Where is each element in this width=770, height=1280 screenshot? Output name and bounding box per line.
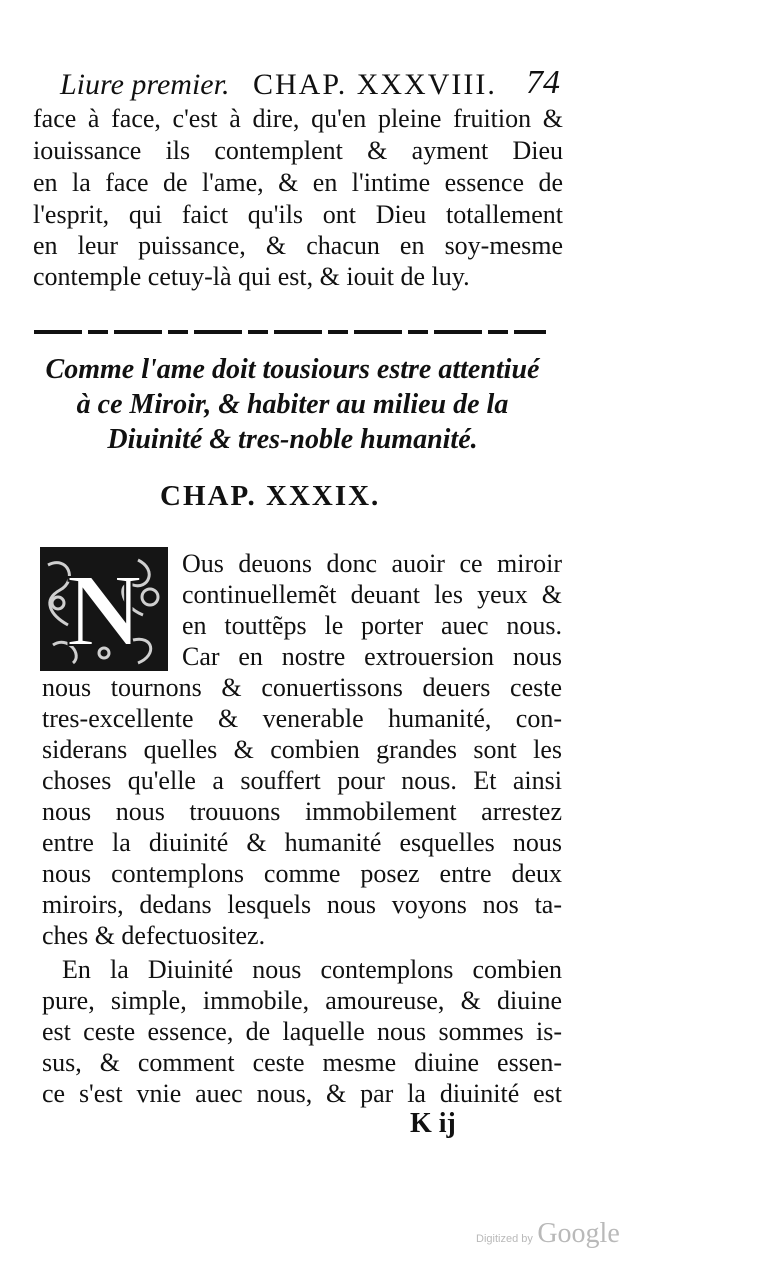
drop-cap-letter: N [66, 553, 142, 668]
body-text-line: nous nous trouuons immobilement arrestez [42, 797, 562, 826]
chapter-title-line: Diuinité & tres-noble humanité. [107, 424, 478, 455]
decorated-initial [38, 545, 170, 673]
body-text-line: pure, simple, immobile, amoureuse, & diuine [42, 986, 562, 1015]
preceding-text-line: en leur puissance, & chacun en soy-mesme [33, 231, 563, 260]
body-text-line: Car en nostre extrouersion nous [182, 642, 562, 671]
digitized-watermark [476, 1218, 636, 1258]
watermark-brand: Google [537, 1218, 620, 1249]
chapter-title-line: Comme l'ame doit tousiours estre attentiué [45, 354, 540, 385]
body-text-line: sus, & comment ceste mesme diuine essen- [42, 1048, 562, 1077]
body-text-line: tres-excellente & venerable humanité, con- [42, 704, 562, 733]
preceding-text-line: contemple cetuy-là qui est, & iouit de luy. [33, 262, 470, 291]
body-text-line: ce s'est vnie auec nous, & par la diuinité est [42, 1079, 562, 1108]
body-text-line: nous contemplons comme posez entre deux [42, 859, 562, 888]
body-text-line: siderans quelles & combien grandes sont les [42, 735, 562, 764]
body-text-line: miroirs, dedans lesquels nous voyons nos ta- [42, 890, 562, 919]
body-text-line: est ceste essence, de laquelle nous sommes is- [42, 1017, 562, 1046]
running-header [60, 64, 560, 108]
body-text-line: continuellemẽt deuant les yeux & [182, 580, 562, 609]
preceding-text-line: l'esprit, qui faict qu'ils ont Dieu totallement [33, 200, 563, 229]
body-text-line: Ous deuons donc auoir ce miroir [182, 549, 562, 578]
body-text-line: ches & defectuositez. [42, 921, 266, 950]
body-text-line: nous tournons & conuertissons deuers ceste [42, 673, 562, 702]
preceding-text-line: face à face, c'est à dire, qu'en pleine fruition & [33, 104, 563, 133]
chapter-title-line: à ce Miroir, & habiter au milieu de la [76, 389, 509, 420]
chapter-heading: CHAP. XXXIX. [160, 480, 381, 512]
preceding-text-line: en la face de l'ame, & en l'intime essence de [33, 168, 563, 197]
signature-mark: K ij [410, 1108, 456, 1139]
body-text-line: choses qu'elle a souffert pour nous. Et ainsi [42, 766, 562, 795]
preceding-text-line: iouissance ils contemplent & ayment Dieu [33, 136, 563, 165]
running-title: Liure premier. [60, 68, 230, 101]
watermark-prefix: Digitized by [476, 1233, 533, 1245]
page-number: 74 [526, 64, 560, 101]
header-chapter: CHAP. XXXVIII. [253, 68, 497, 101]
body-text-line: entre la diuinité & humanité esquelles nous [42, 828, 562, 857]
body-text-line: en touttẽps le porter auec nous. [182, 611, 562, 640]
body-text-line: En la Diuinité nous contemplons combien [62, 955, 562, 984]
ornamental-rule [30, 326, 550, 338]
